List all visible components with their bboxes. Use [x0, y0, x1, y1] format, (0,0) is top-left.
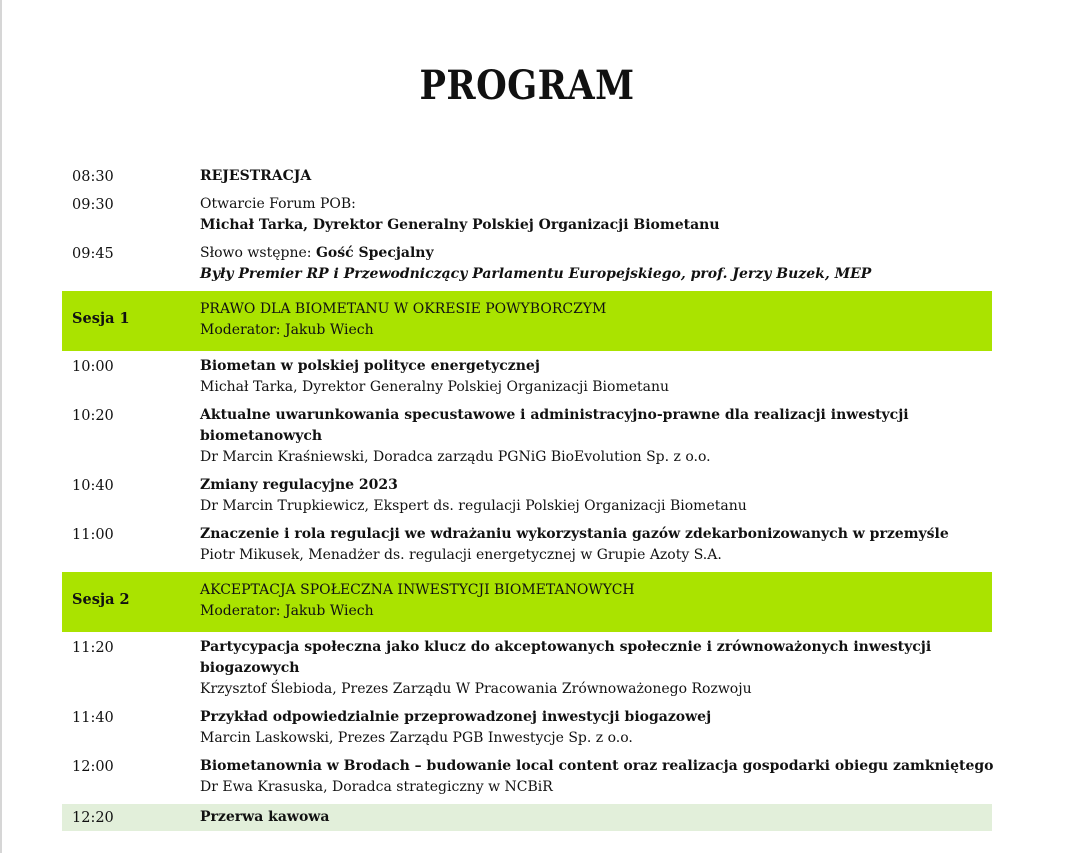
- session-title: AKCEPTACJA SPOŁECZNA INWESTYCJI BIOMETANOWYCH: [200, 582, 635, 598]
- agenda-row-1100: [62, 521, 992, 570]
- agenda-item-speaker: Michał Tarka, Dyrektor Generalny Polskiej Organizacji Biometanu: [200, 379, 670, 395]
- agenda-row-1040: [62, 472, 992, 521]
- agenda-item-speaker: Piotr Mikusek, Menadżer ds. regulacji energetycznej w Grupie Azoty S.A.: [200, 547, 722, 563]
- agenda-content: [200, 756, 993, 798]
- page-left-edge: [0, 0, 2, 853]
- agenda-time: 10:00: [72, 359, 114, 375]
- agenda-item-speaker: Michał Tarka, Dyrektor Generalny Polskiej Organizacji Biometanu: [200, 217, 720, 233]
- agenda-item-title: Biometan w polskiej polityce energetycznej: [200, 358, 540, 374]
- agenda-item-title: Zmiany regulacyjne 2023: [200, 477, 398, 493]
- agenda-time: 08:30: [72, 169, 114, 185]
- agenda-content: [200, 524, 992, 566]
- session-label: Sesja 2: [72, 591, 130, 608]
- agenda-time: 12:20: [72, 810, 114, 826]
- agenda-content: [200, 637, 992, 700]
- agenda-content: [200, 707, 992, 749]
- agenda-time: 09:30: [72, 197, 114, 213]
- agenda-time: 12:00: [72, 759, 114, 775]
- agenda-row-opening: [62, 191, 992, 240]
- agenda-content: [200, 580, 992, 622]
- agenda-row-1000: [62, 353, 992, 402]
- agenda-item-title: Biometanownia w Brodach – budowanie local content oraz realizacja gospodarki obiegu zamkniętego: [200, 758, 994, 774]
- agenda-time: 10:40: [72, 478, 114, 494]
- session-label: Sesja 1: [72, 310, 130, 327]
- agenda-content: [200, 299, 992, 341]
- agenda-item-title: Aktualne uwarunkowania specustawowe i administracyjno-prawne dla realizacji inwestycji: [200, 407, 909, 423]
- agenda-row-registration: [62, 163, 992, 191]
- agenda-item-speaker: Krzysztof Ślebioda, Prezes Zarządu W Pracowania Zrównoważonego Rozwoju: [200, 681, 752, 697]
- agenda-row-introduction: [62, 240, 992, 289]
- agenda-row-1020: [62, 402, 992, 472]
- agenda-item-title: Znaczenie i rola regulacji we wdrażaniu wykorzystania gazów zdekarbonizowanych w przemyśle: [200, 526, 949, 542]
- agenda-item-title: Otwarcie Forum POB:: [200, 196, 356, 212]
- agenda-time: 10:20: [72, 408, 114, 424]
- agenda-item-title: [200, 243, 992, 264]
- agenda-time: 11:20: [72, 640, 114, 656]
- agenda-row-1120: [62, 634, 992, 704]
- session-moderator: Moderator: Jakub Wiech: [200, 603, 374, 619]
- agenda-time: 11:40: [72, 710, 114, 726]
- agenda-item-title-continued: biogazowych: [200, 660, 300, 676]
- special-guest-label: Gość Specjalny: [315, 245, 434, 261]
- agenda-item-title-continued: biometanowych: [200, 428, 323, 444]
- agenda-item-speaker: Dr Marcin Trupkiewicz, Ekspert ds. regulacji Polskiej Organizacji Biometanu: [200, 498, 747, 514]
- agenda-content: [200, 166, 992, 187]
- session-moderator: Moderator: Jakub Wiech: [200, 322, 374, 338]
- agenda-row-session-1: [62, 291, 992, 351]
- agenda-row-1200: [62, 753, 992, 802]
- session-title: PRAWO DLA BIOMETANU W OKRESIE POWYBORCZYM: [200, 301, 607, 317]
- agenda-item-title: REJESTRACJA: [200, 168, 312, 184]
- agenda-item-speaker: Były Premier RP i Przewodniczący Parlamentu Europejskiego, prof. Jerzy Buzek, MEP: [200, 266, 872, 282]
- agenda-row-session-2: [62, 572, 992, 632]
- agenda-item-speaker: Dr Ewa Krasuska, Doradca strategiczny w NCBiR: [200, 779, 553, 795]
- agenda-time: 11:00: [72, 527, 114, 543]
- agenda-content: [200, 807, 992, 828]
- agenda-content: [200, 356, 992, 398]
- agenda-item-speaker: Dr Marcin Kraśniewski, Doradca zarządu PGNiG BioEvolution Sp. z o.o.: [200, 449, 711, 465]
- agenda-content: [200, 405, 992, 468]
- agenda-content: [200, 194, 992, 236]
- page-title: PROGRAM: [419, 62, 635, 109]
- agenda-row-coffee-break: [62, 804, 992, 831]
- agenda-item-title: Partycypacja społeczna jako klucz do akceptowanych społecznie i zrównoważonych inwestycji: [200, 639, 932, 655]
- agenda-row-1140: [62, 704, 992, 753]
- agenda-table: [62, 163, 992, 831]
- agenda-item-title: Przykład odpowiedzialnie przeprowadzonej inwestycji biogazowej: [200, 709, 712, 725]
- agenda-item-title: Przerwa kawowa: [200, 809, 330, 825]
- agenda-item-speaker: Marcin Laskowski, Prezes Zarządu PGB Inwestycje Sp. z o.o.: [200, 730, 633, 746]
- agenda-content: [200, 243, 992, 285]
- agenda-item-title-prefix: Słowo wstępne:: [200, 245, 316, 261]
- agenda-content: [200, 475, 992, 517]
- agenda-time: 09:45: [72, 246, 114, 262]
